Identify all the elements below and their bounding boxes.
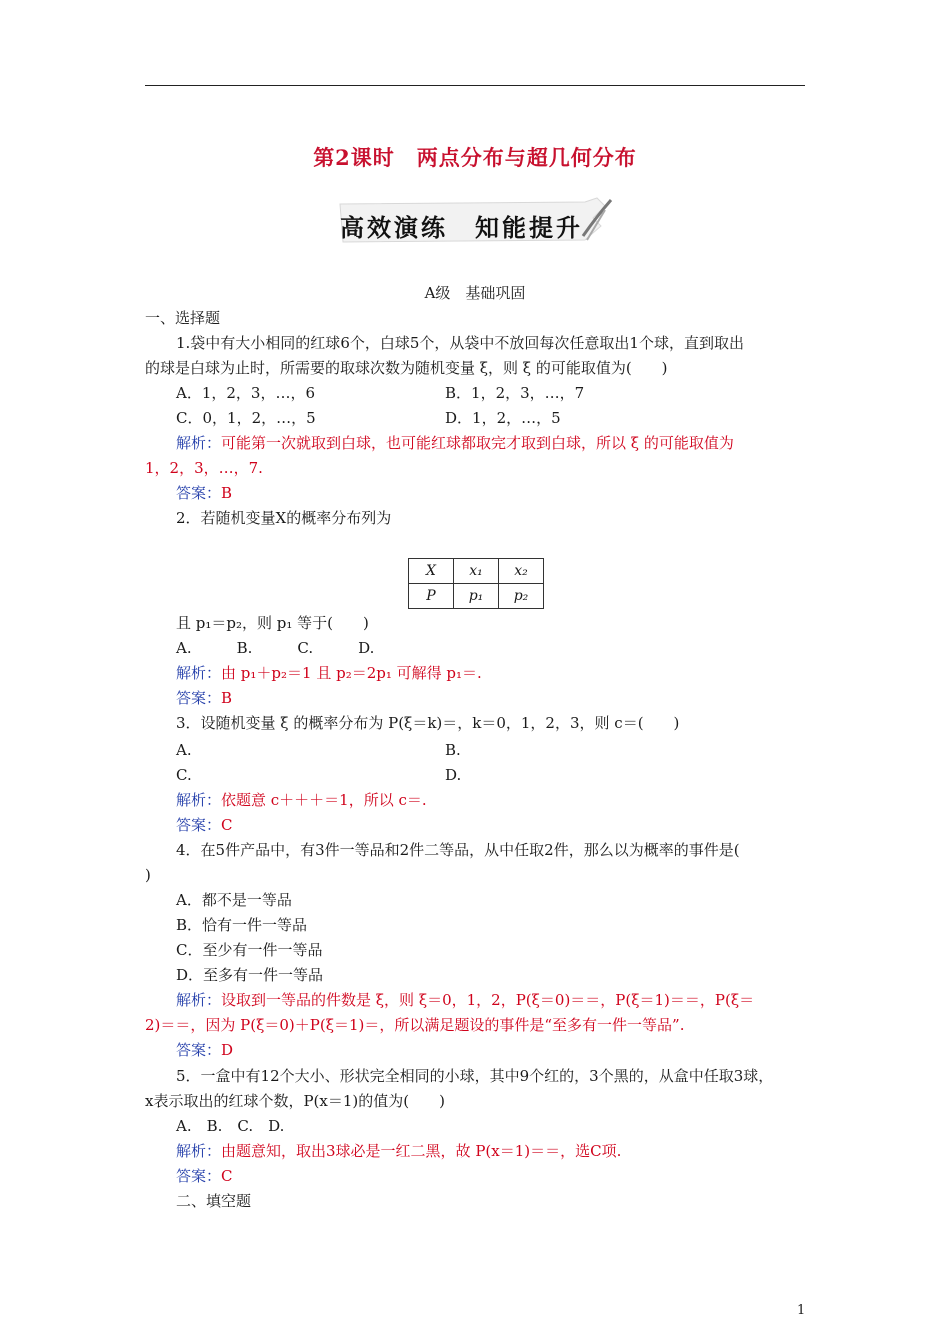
- q4-answer: [176, 1040, 233, 1060]
- q1-option-a: A．1，2，3，…，6: [176, 384, 316, 402]
- banner-title: 高效演练 知能提升: [340, 214, 583, 242]
- page-number: 1: [797, 1303, 806, 1318]
- answer-value: D: [221, 1041, 234, 1059]
- q5-stem-line2: x表示取出的红球个数，P(x＝1)的值为( ): [145, 1092, 445, 1110]
- analysis-text: 由 p₁＋p₂＝1 且 p₂＝2p₁ 可解得 p₁＝.: [221, 664, 482, 682]
- table-row: [409, 584, 544, 609]
- distribution-table: [408, 558, 544, 609]
- q2-condition: 且 p₁＝p₂，则 p₁ 等于( ): [176, 614, 369, 632]
- q4-option-a: A．都不是一等品: [176, 891, 292, 909]
- q5-stem-line1: 5．一盒中有12个大小、形状完全相同的小球，其中9个红的，3个黑的，从盒中任取3球，: [176, 1067, 774, 1085]
- q2-stem: 2．若随机变量X的概率分布列为: [176, 509, 392, 527]
- q2-analysis: [176, 663, 482, 683]
- q1-option-b: B．1，2，3，…，7: [445, 384, 585, 402]
- analysis-text: 由题意知，取出3球必是一红二黑，故 P(x＝1)＝＝，选C项.: [221, 1142, 622, 1160]
- analysis-label: 解析：: [176, 1142, 222, 1160]
- q5-options: A. B. C. D.: [176, 1117, 285, 1135]
- q1-answer: [176, 483, 232, 503]
- q4-option-d: D．至多有一件一等品: [176, 966, 324, 984]
- analysis-label: 解析：: [176, 791, 222, 809]
- table-cell: x₁: [454, 559, 499, 584]
- q1-option-d: D．1，2，…，5: [445, 409, 561, 427]
- q1-stem-line1: 1.袋中有大小相同的红球6个，白球5个，从袋中不放回每次任意取出1个球，直到取出: [176, 334, 744, 352]
- q2-answer: [176, 688, 232, 708]
- header-rule: [145, 85, 805, 86]
- q2-options: A. B. C. D.: [176, 639, 375, 657]
- answer-label: 答案：: [176, 816, 222, 834]
- q1-analysis-line2: 1，2，3，…，7.: [145, 459, 263, 477]
- q4-analysis-line1: [176, 990, 754, 1010]
- table-row: [409, 559, 544, 584]
- q4-option-b: B．恰有一件一等品: [176, 916, 308, 934]
- answer-value: B: [221, 689, 233, 707]
- q3-stem: 3．设随机变量 ξ 的概率分布为 P(ξ＝k)＝，k＝0，1，2，3，则 c＝( ): [176, 714, 680, 732]
- level-heading: A级 基础巩固: [424, 284, 526, 302]
- q3-option-c: C.: [176, 766, 192, 784]
- q3-analysis: [176, 790, 427, 810]
- q4-stem-line1: 4．在5件产品中，有3件一等品和2件二等品，从中任取2件，那么以为概率的事件是(: [176, 841, 740, 859]
- analysis-text: 设取到一等品的件数是 ξ，则 ξ＝0，1，2，P(ξ＝0)＝＝，P(ξ＝1)＝＝，P(ξ＝: [221, 991, 755, 1009]
- q5-analysis: [176, 1141, 621, 1161]
- answer-label: 答案：: [176, 689, 222, 707]
- analysis-text: 可能第一次就取到白球，也可能红球都取完才取到白球，所以 ξ 的可能取值为: [221, 434, 734, 452]
- lesson-title: 第2课时 两点分布与超几何分布: [313, 145, 637, 170]
- table-cell: p₁: [454, 584, 499, 609]
- answer-label: 答案：: [176, 484, 222, 502]
- analysis-label: 解析：: [176, 664, 222, 682]
- q3-option-a: A.: [176, 741, 192, 759]
- q1-analysis-line1: [176, 433, 734, 453]
- answer-value: C: [221, 1167, 233, 1185]
- q4-analysis-line2: 2)＝＝，因为 P(ξ＝0)＋P(ξ＝1)＝，所以满足题设的事件是“至多有一件一等品”.: [145, 1016, 685, 1034]
- section-heading-fill: 二、填空题: [176, 1192, 252, 1210]
- section-heading-choice: 一、选择题: [145, 309, 221, 327]
- table-cell: p₂: [499, 584, 544, 609]
- answer-label: 答案：: [176, 1167, 222, 1185]
- q5-answer: [176, 1166, 233, 1186]
- answer-value: C: [221, 816, 233, 834]
- answer-label: 答案：: [176, 1041, 222, 1059]
- q4-option-c: C．至少有一件一等品: [176, 941, 323, 959]
- analysis-label: 解析：: [176, 434, 222, 452]
- analysis-text: 依题意 c＋＋＋＝1，所以 c＝.: [221, 791, 427, 809]
- q3-answer: [176, 815, 233, 835]
- analysis-label: 解析：: [176, 991, 222, 1009]
- answer-value: B: [221, 484, 233, 502]
- q4-stem-line2: ): [145, 866, 151, 884]
- q1-option-c: C．0，1，2，…，5: [176, 409, 316, 427]
- table-cell: X: [409, 559, 454, 584]
- table-cell: P: [409, 584, 454, 609]
- table-cell: x₂: [499, 559, 544, 584]
- q3-option-d: D.: [445, 766, 462, 784]
- q3-option-b: B.: [445, 741, 461, 759]
- q1-stem-line2: 的球是白球为止时，所需要的取球次数为随机变量 ξ，则 ξ 的可能取值为( ): [145, 359, 668, 377]
